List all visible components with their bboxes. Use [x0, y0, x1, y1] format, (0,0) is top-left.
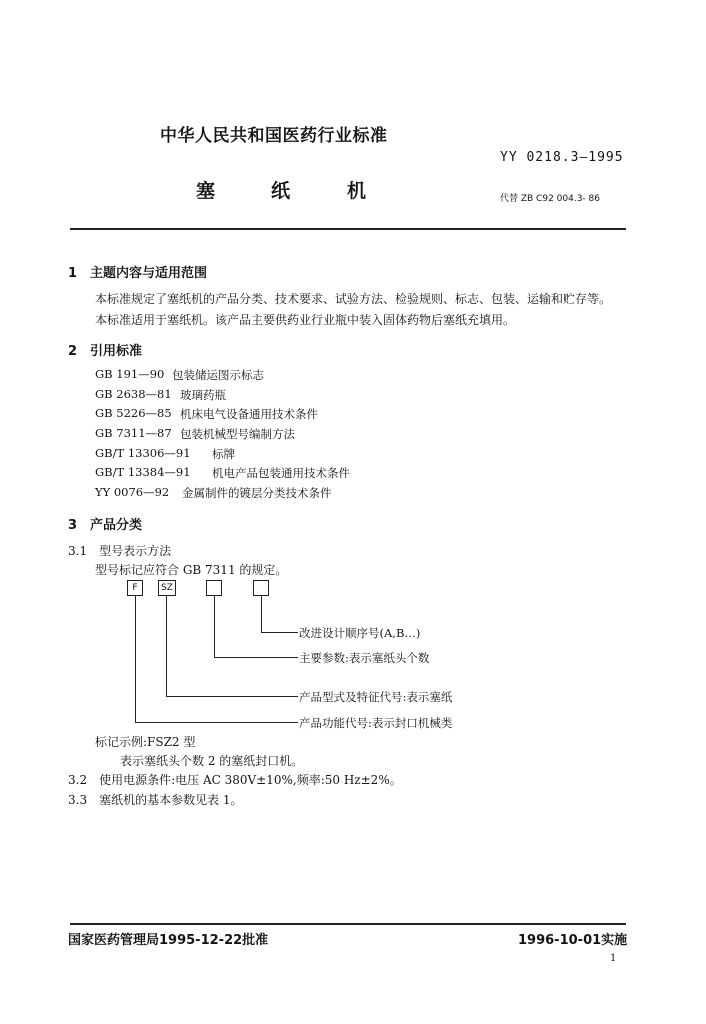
section-3-3: 3.3 塞纸机的基本参数见表 1。: [68, 793, 243, 807]
ref-code: GB/T 13384—91: [95, 465, 191, 479]
ref-title: 标牌: [212, 447, 235, 461]
title-char-3: 机: [347, 180, 367, 202]
section-1-heading: 1 主题内容与适用范围: [68, 266, 208, 281]
connector-line: [166, 696, 298, 697]
code-box-feature: SZ: [158, 580, 176, 596]
replaces-note: 代替 ZB C92 004.3- 86: [500, 194, 600, 204]
ref-code: GB 191—90: [95, 367, 165, 381]
section-1-paragraph: 本标准规定了塞纸机的产品分类、技术要求、试验方法、检验规则、标志、包装、运输和贮存等。: [95, 292, 612, 306]
connector-line: [135, 722, 298, 723]
section-2-heading: 2 引用标准: [68, 344, 143, 359]
ref-code: GB 2638—81: [95, 387, 172, 401]
ref-code: GB 7311—87: [95, 426, 172, 440]
diagram-label-parameter: 主要参数:表示塞纸头个数: [299, 651, 430, 665]
code-box-revision: [253, 580, 269, 596]
connector-line: [214, 596, 215, 658]
marking-example: 标记示例:FSZ2 型: [95, 735, 196, 749]
footer-rule: [70, 923, 626, 925]
section-3-1-heading: 3.1 型号表示方法: [68, 544, 172, 558]
org-title: 中华人民共和国医药行业标准: [160, 126, 388, 146]
ref-title: 包装储运图示标志: [172, 368, 264, 382]
diagram-label-function: 产品功能代号:表示封口机械类: [299, 716, 453, 730]
ref-code: YY 0076—92: [95, 485, 170, 499]
implementation-date: 1996-10-01实施: [518, 933, 628, 948]
code-box-parameter: [206, 580, 222, 596]
title-char-1: 塞: [196, 180, 216, 202]
ref-title: 机电产品包装通用技术条件: [212, 466, 350, 480]
marking-example-desc: 表示塞纸头个数 2 的塞纸封口机。: [120, 754, 304, 768]
section-3-heading: 3 产品分类: [68, 518, 143, 533]
connector-line: [261, 596, 262, 633]
diagram-label-revision: 改进设计顺序号(A,B…): [299, 626, 421, 640]
standard-number: YY 0218.3—1995: [500, 150, 624, 165]
approval-note: 国家医药管理局1995-12-22批准: [68, 933, 269, 948]
ref-code: GB/T 13306—91: [95, 446, 191, 460]
section-3-2: 3.2 使用电源条件:电压 AC 380V±10%,频率:50 Hz±2%。: [68, 773, 402, 787]
ref-title: 包装机械型号编制方法: [180, 427, 295, 441]
connector-line: [135, 596, 136, 723]
section-1-paragraph: 本标准适用于塞纸机。该产品主要供药业行业瓶中装入固体药物后塞纸充填用。: [95, 313, 516, 327]
ref-title: 玻璃药瓶: [180, 388, 226, 402]
ref-title: 机床电气设备通用技术条件: [180, 407, 318, 421]
code-box-function: F: [127, 580, 143, 596]
connector-line: [214, 657, 298, 658]
connector-line: [166, 596, 167, 697]
diagram-label-feature: 产品型式及特征代号:表示塞纸: [299, 690, 453, 704]
header-rule: [70, 228, 626, 230]
ref-code: GB 5226—85: [95, 406, 172, 420]
title-char-2: 纸: [271, 180, 291, 202]
ref-title: 金属制件的镀层分类技术条件: [182, 486, 332, 500]
connector-line: [261, 632, 298, 633]
page-number: 1: [610, 953, 617, 964]
section-3-1-intro: 型号标记应符合 GB 7311 的规定。: [95, 563, 288, 577]
